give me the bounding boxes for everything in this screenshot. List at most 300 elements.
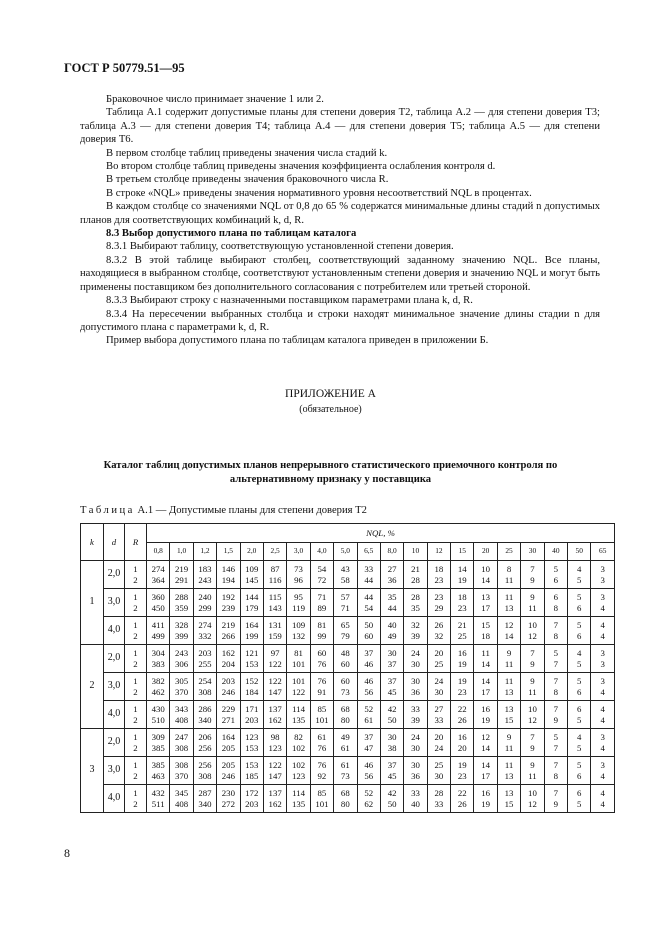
body-text xyxy=(80,93,600,348)
n-value-cell xyxy=(217,785,240,813)
n-value-cell xyxy=(217,617,240,645)
paragraph: Браковочное число принимает значение 1 или 2. xyxy=(106,94,324,105)
n-value-cell xyxy=(263,757,286,785)
n-value: 9 xyxy=(530,742,535,753)
n-value: 243 xyxy=(198,574,212,585)
n-value: 28 xyxy=(434,788,444,798)
n-value: 35 xyxy=(387,592,397,602)
n-value-cell xyxy=(263,673,286,701)
n-value: 30 xyxy=(411,742,420,753)
n-value: 19 xyxy=(481,714,491,725)
n-value-cell xyxy=(240,589,263,617)
n-value: 37 xyxy=(387,658,397,669)
nql-value: 4,0 xyxy=(310,543,333,561)
n-value: 44 xyxy=(387,602,397,613)
n-value-cell xyxy=(334,785,357,813)
n-value: 4 xyxy=(600,686,605,697)
n-value-cell xyxy=(544,561,567,589)
n-value: 24 xyxy=(411,732,420,742)
n-value: 14 xyxy=(504,630,514,641)
n-value-cell xyxy=(287,645,310,673)
n-value: 5 xyxy=(553,564,559,574)
r-value: 2 xyxy=(133,602,138,613)
acceptance-plans-table xyxy=(80,523,615,813)
n-value-cell xyxy=(497,617,520,645)
n-value: 15 xyxy=(504,798,514,809)
n-value: 340 xyxy=(198,714,212,725)
n-value: 6 xyxy=(577,602,582,613)
n-value: 27 xyxy=(434,704,444,714)
n-value: 287 xyxy=(198,788,212,798)
n-value: 5 xyxy=(577,658,582,669)
n-value-cell xyxy=(217,729,240,757)
n-value: 3 xyxy=(600,676,605,686)
n-value-cell xyxy=(287,757,310,785)
n-value-cell xyxy=(451,757,474,785)
n-value-cell xyxy=(474,645,497,673)
n-value: 6 xyxy=(577,788,582,798)
n-value-cell xyxy=(147,673,170,701)
n-value-cell xyxy=(568,673,591,701)
n-value-cell xyxy=(451,645,474,673)
n-value: 291 xyxy=(174,574,189,585)
nql-value: 0,8 xyxy=(147,543,170,561)
n-value: 36 xyxy=(411,770,420,781)
n-value-cell xyxy=(451,729,474,757)
n-value: 32 xyxy=(434,630,444,641)
n-value-cell xyxy=(287,785,310,813)
n-value: 6 xyxy=(577,770,582,781)
n-value-cell xyxy=(544,757,567,785)
n-value-cell xyxy=(451,785,474,813)
n-value: 40 xyxy=(387,620,397,630)
nql-value: 15 xyxy=(451,543,474,561)
r-value: 2 xyxy=(133,574,138,585)
header-r: R xyxy=(125,524,147,561)
n-value: 68 xyxy=(340,788,350,798)
n-value: 52 xyxy=(364,704,374,714)
r-value: 2 xyxy=(133,686,138,697)
n-value-cell xyxy=(474,701,497,729)
r-value: 1 xyxy=(133,760,138,770)
n-value: 305 xyxy=(174,676,189,686)
d-value: 3,0 xyxy=(104,673,125,701)
n-value: 12 xyxy=(528,798,537,809)
n-value: 54 xyxy=(317,564,327,574)
n-value: 60 xyxy=(340,658,350,669)
n-value-cell xyxy=(310,757,333,785)
n-value-cell xyxy=(357,729,380,757)
n-value-cell xyxy=(310,589,333,617)
n-value: 60 xyxy=(340,676,350,686)
n-value-cell xyxy=(357,757,380,785)
n-value-cell xyxy=(193,617,216,645)
n-value: 85 xyxy=(317,788,327,798)
n-value-cell xyxy=(427,589,450,617)
n-value: 3 xyxy=(600,658,605,669)
n-value: 5 xyxy=(577,798,582,809)
n-value: 36 xyxy=(411,686,420,697)
n-value: 36 xyxy=(387,574,397,585)
n-value: 17 xyxy=(481,770,491,781)
paragraph: 8.3.3 Выбирают строку с назначенными поставщиком параметрами плана k, d, R. xyxy=(106,295,473,307)
n-value: 101 xyxy=(291,676,306,686)
n-value-cell xyxy=(591,673,615,701)
n-value: 95 xyxy=(294,592,303,602)
n-value: 360 xyxy=(151,592,165,602)
n-value: 5 xyxy=(577,620,582,630)
n-value: 204 xyxy=(221,658,235,669)
n-value: 14 xyxy=(481,574,491,585)
n-value-cell xyxy=(263,561,286,589)
n-value: 24 xyxy=(434,742,444,753)
n-value: 7 xyxy=(553,620,559,630)
n-value-cell xyxy=(263,589,286,617)
n-value: 123 xyxy=(245,732,259,742)
n-value: 18 xyxy=(434,564,444,574)
n-value-cell xyxy=(147,617,170,645)
r-value: 1 xyxy=(133,788,138,798)
n-value: 3 xyxy=(600,648,605,658)
paragraph: 8.3.4 На пересечении выбранных столбца и строки находят минимальное значение длины стадии n для допустимого плана с параметрами k, d, R. xyxy=(80,308,600,333)
n-value-cell xyxy=(263,617,286,645)
n-value-cell xyxy=(544,673,567,701)
paragraph: В третьем столбце приведены значения браковочного числа R. xyxy=(106,174,389,186)
n-value: 510 xyxy=(151,714,165,725)
n-value: 3 xyxy=(600,574,605,585)
n-value: 13 xyxy=(504,686,514,697)
n-value: 6 xyxy=(553,574,559,585)
n-value: 8 xyxy=(553,630,559,641)
n-value-cell xyxy=(240,729,263,757)
n-value: 37 xyxy=(364,648,374,658)
n-value: 42 xyxy=(387,788,397,798)
page-number: 8 xyxy=(64,846,70,860)
table-caption-label: Таблица xyxy=(80,505,135,516)
table-caption xyxy=(80,505,367,516)
n-value: 246 xyxy=(221,770,235,781)
n-value-cell xyxy=(310,729,333,757)
n-value: 256 xyxy=(198,760,212,770)
n-value: 288 xyxy=(174,592,189,602)
n-value: 364 xyxy=(151,574,165,585)
n-value-cell xyxy=(334,561,357,589)
nql-value: 8,0 xyxy=(380,543,403,561)
n-value: 49 xyxy=(340,732,350,742)
n-value: 38 xyxy=(387,742,397,753)
n-value-cell xyxy=(193,785,216,813)
paragraph: 8.3.1 Выбирают таблицу, соответствующую установленной степени доверия. xyxy=(106,241,454,253)
n-value: 12 xyxy=(528,630,537,641)
n-value: 30 xyxy=(387,732,397,742)
n-value: 25 xyxy=(457,630,467,641)
n-value: 5 xyxy=(553,732,559,742)
n-value: 122 xyxy=(268,658,282,669)
n-value: 19 xyxy=(481,798,491,809)
n-value: 239 xyxy=(221,602,235,613)
n-value: 332 xyxy=(198,630,212,641)
n-value: 164 xyxy=(245,620,259,630)
n-value-cell xyxy=(357,701,380,729)
n-value: 37 xyxy=(387,676,397,686)
n-value: 23 xyxy=(434,574,444,585)
d-value: 2,0 xyxy=(104,645,125,673)
n-value: 299 xyxy=(198,602,212,613)
n-value: 11 xyxy=(504,676,514,686)
n-value: 80 xyxy=(340,714,350,725)
n-value-cell xyxy=(404,645,427,673)
n-value: 16 xyxy=(457,732,467,742)
n-value-cell xyxy=(404,589,427,617)
table-row xyxy=(81,729,615,757)
nql-value: 12 xyxy=(427,543,450,561)
n-value-cell xyxy=(147,757,170,785)
n-value-cell xyxy=(521,757,544,785)
n-value-cell xyxy=(357,645,380,673)
n-value: 308 xyxy=(198,770,212,781)
n-value: 3 xyxy=(600,592,605,602)
n-value-cell xyxy=(334,701,357,729)
n-value: 206 xyxy=(198,732,212,742)
n-value: 46 xyxy=(364,658,374,669)
n-value-cell xyxy=(591,729,615,757)
n-value-cell xyxy=(451,701,474,729)
n-value: 7 xyxy=(553,676,559,686)
n-value: 13 xyxy=(504,770,514,781)
n-value: 172 xyxy=(245,788,259,798)
n-value: 97 xyxy=(270,648,280,658)
n-value: 91 xyxy=(317,686,327,697)
n-value-cell xyxy=(591,785,615,813)
n-value: 7 xyxy=(553,760,559,770)
table-header-row xyxy=(81,524,615,543)
table-caption-text: А.1 — Допустимые планы для степени доверия Т2 xyxy=(134,505,367,516)
n-value-cell xyxy=(240,673,263,701)
nql-value: 10 xyxy=(404,543,427,561)
n-value: 122 xyxy=(268,676,282,686)
n-value: 58 xyxy=(340,574,350,585)
n-value: 230 xyxy=(221,788,235,798)
n-value: 162 xyxy=(221,648,235,658)
k-value: 1 xyxy=(81,561,104,645)
d-value: 4,0 xyxy=(104,617,125,645)
n-value: 370 xyxy=(174,686,189,697)
n-value: 123 xyxy=(268,742,282,753)
n-value: 80 xyxy=(340,798,350,809)
n-value: 145 xyxy=(245,574,259,585)
n-value: 121 xyxy=(245,648,259,658)
n-value: 6 xyxy=(577,686,582,697)
n-value: 147 xyxy=(268,770,282,781)
n-value: 4 xyxy=(600,770,605,781)
n-value: 114 xyxy=(292,788,305,798)
table-row xyxy=(81,645,615,673)
n-value: 47 xyxy=(364,742,374,753)
n-value: 79 xyxy=(340,630,350,641)
n-value-cell xyxy=(404,757,427,785)
n-value: 49 xyxy=(387,630,397,641)
n-value: 30 xyxy=(411,760,420,770)
n-value-cell xyxy=(544,589,567,617)
n-value: 11 xyxy=(481,648,490,658)
n-value-cell xyxy=(193,673,216,701)
n-value: 309 xyxy=(151,732,165,742)
n-value-cell xyxy=(170,701,193,729)
n-value: 17 xyxy=(481,686,491,697)
n-value: 343 xyxy=(174,704,189,714)
n-value: 3 xyxy=(600,760,605,770)
n-value: 96 xyxy=(294,574,303,585)
n-value-cell xyxy=(170,673,193,701)
n-value-cell xyxy=(474,729,497,757)
n-value-cell xyxy=(193,589,216,617)
n-value: 430 xyxy=(151,704,165,714)
paragraph: В первом столбце таблиц приведены значения числа стадий k. xyxy=(106,147,388,159)
n-value: 10 xyxy=(528,704,537,714)
r-value: 1 xyxy=(133,676,138,686)
n-value: 432 xyxy=(151,788,165,798)
n-value-cell xyxy=(404,785,427,813)
n-value: 29 xyxy=(434,602,444,613)
n-value-cell xyxy=(217,757,240,785)
n-value-cell xyxy=(591,645,615,673)
r-values xyxy=(125,701,147,729)
n-value: 25 xyxy=(434,658,444,669)
n-value-cell xyxy=(427,757,450,785)
n-value: 50 xyxy=(387,798,397,809)
n-value: 114 xyxy=(292,704,305,714)
n-value: 4 xyxy=(577,564,582,574)
n-value: 4 xyxy=(600,630,605,641)
n-value: 328 xyxy=(174,620,189,630)
n-value: 3 xyxy=(600,564,605,574)
n-value: 203 xyxy=(245,798,259,809)
n-value: 116 xyxy=(268,574,282,585)
n-value: 23 xyxy=(434,592,444,602)
n-value-cell xyxy=(497,785,520,813)
n-value: 24 xyxy=(434,676,444,686)
n-value-cell xyxy=(193,701,216,729)
n-value-cell xyxy=(451,617,474,645)
n-value: 71 xyxy=(317,592,327,602)
n-value: 122 xyxy=(291,686,306,697)
n-value: 184 xyxy=(245,686,259,697)
n-value: 6 xyxy=(577,630,582,641)
appendix-title: ПРИЛОЖЕНИЕ А xyxy=(285,388,376,400)
r-values xyxy=(125,561,147,589)
n-value: 16 xyxy=(481,704,491,714)
n-value-cell xyxy=(287,701,310,729)
r-value: 2 xyxy=(133,770,138,781)
n-value: 408 xyxy=(174,714,189,725)
n-value: 40 xyxy=(411,798,420,809)
n-value-cell xyxy=(404,701,427,729)
nql-value: 1,2 xyxy=(193,543,216,561)
n-value: 219 xyxy=(221,620,235,630)
n-value: 33 xyxy=(434,714,444,725)
n-value: 306 xyxy=(174,658,189,669)
n-value-cell xyxy=(427,645,450,673)
n-value-cell xyxy=(240,645,263,673)
n-value: 7 xyxy=(553,742,559,753)
n-value: 12 xyxy=(528,714,537,725)
n-value: 246 xyxy=(221,686,235,697)
n-value-cell xyxy=(170,589,193,617)
n-value-cell xyxy=(380,589,403,617)
n-value: 9 xyxy=(506,732,512,742)
n-value: 44 xyxy=(364,574,374,585)
n-value: 73 xyxy=(294,564,303,574)
n-value: 52 xyxy=(364,788,374,798)
n-value-cell xyxy=(521,729,544,757)
n-value: 4 xyxy=(600,788,605,798)
n-value: 109 xyxy=(245,564,259,574)
n-value: 23 xyxy=(457,602,467,613)
n-value: 21 xyxy=(457,620,467,630)
n-value: 60 xyxy=(364,630,374,641)
n-value: 101 xyxy=(315,714,329,725)
n-value: 4 xyxy=(577,648,582,658)
n-value-cell xyxy=(380,673,403,701)
k-value: 3 xyxy=(81,729,104,813)
n-value-cell xyxy=(427,617,450,645)
n-value: 33 xyxy=(434,798,444,809)
n-value: 12 xyxy=(504,620,514,630)
n-value: 11 xyxy=(504,760,514,770)
n-value: 76 xyxy=(317,742,327,753)
n-value-cell xyxy=(404,673,427,701)
n-value: 19 xyxy=(457,574,467,585)
n-value-cell xyxy=(521,673,544,701)
n-value: 30 xyxy=(434,686,444,697)
d-value: 2,0 xyxy=(104,561,125,589)
header-nql: NQL, % xyxy=(147,524,615,543)
n-value: 153 xyxy=(245,760,259,770)
n-value-cell xyxy=(591,561,615,589)
n-value: 37 xyxy=(387,760,397,770)
n-value-cell xyxy=(147,785,170,813)
n-value: 10 xyxy=(528,620,537,630)
n-value: 48 xyxy=(340,648,350,658)
r-values xyxy=(125,617,147,645)
n-value: 146 xyxy=(221,564,235,574)
n-value: 98 xyxy=(270,732,280,742)
n-value: 4 xyxy=(600,704,605,714)
n-value: 72 xyxy=(317,574,327,585)
n-value: 99 xyxy=(317,630,327,641)
n-value-cell xyxy=(193,561,216,589)
n-value: 385 xyxy=(151,760,165,770)
n-value-cell xyxy=(310,673,333,701)
n-value-cell xyxy=(147,701,170,729)
n-value-cell xyxy=(357,589,380,617)
n-value-cell xyxy=(427,729,450,757)
n-value: 5 xyxy=(577,574,582,585)
n-value: 359 xyxy=(174,602,189,613)
paragraph: В каждом столбце со значениями NQL от 0,8 до 65 % содержатся минимальные длины стадий n допустимых планов для соответствующих комбинаций k, d, R. xyxy=(80,201,600,226)
n-value-cell xyxy=(310,561,333,589)
n-value: 274 xyxy=(198,620,212,630)
r-values xyxy=(125,645,147,673)
n-value-cell xyxy=(591,589,615,617)
table-row xyxy=(81,757,615,785)
n-value: 11 xyxy=(504,742,514,753)
r-values xyxy=(125,757,147,785)
n-value: 8 xyxy=(553,602,559,613)
n-value: 30 xyxy=(434,770,444,781)
n-value: 50 xyxy=(364,620,374,630)
n-value-cell xyxy=(544,701,567,729)
